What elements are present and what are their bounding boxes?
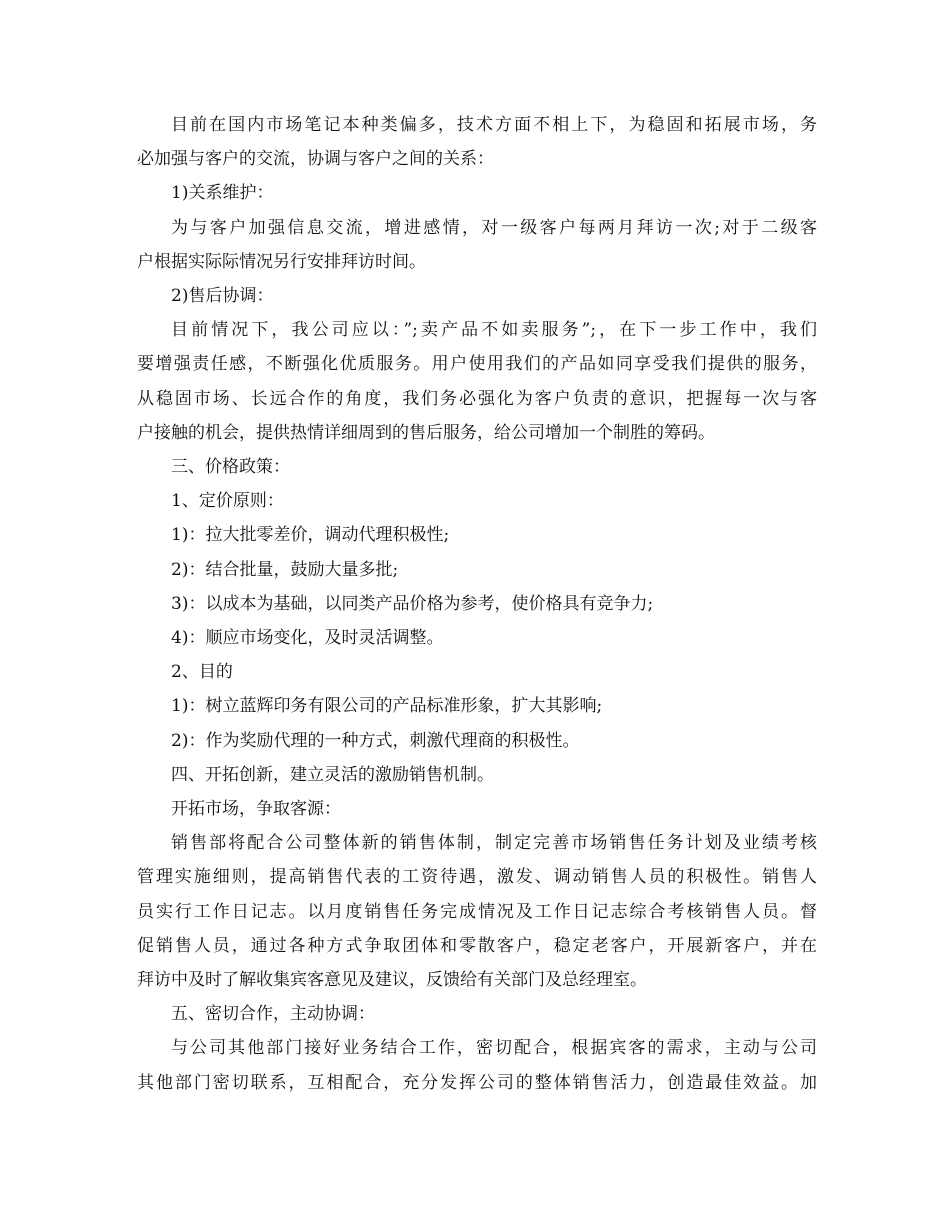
text-line: 从稳固市场、长远合作的角度，我们务必强化为客户负责的意识，把握每一次与客 xyxy=(137,389,817,409)
text-line: 目前情况下，我公司应以：”;卖产品不如卖服务”;，在下一步工作中，我们 xyxy=(171,320,817,340)
text-line: 开拓市场，争取客源： xyxy=(171,799,341,819)
text-line: 销售部将配合公司整体新的销售体制，制定完善市场销售任务计划及业绩考核 xyxy=(171,833,817,853)
text-line: 必加强与客户的交流，协调与客户之间的关系： xyxy=(137,149,494,169)
text-line: 户根据实际际情况另行安排拜访时间。 xyxy=(137,252,426,272)
text-line: 1、定价原则： xyxy=(171,491,284,511)
text-line: 三、价格政策： xyxy=(171,457,290,477)
text-line: 户接触的机会，提供热情详细周到的售后服务，给公司增加一个制胜的筹码。 xyxy=(137,423,715,443)
text-line: 2)：作为奖励代理的一种方式，刺激代理商的积极性。 xyxy=(171,731,580,751)
text-line: 要增强责任感，不断强化优质服务。用户使用我们的产品如同享受我们提供的服务， xyxy=(137,354,817,374)
text-line: 管理实施细则，提高销售代表的工资待遇，激发、调动销售人员的积极性。销售人 xyxy=(137,867,817,887)
text-line: 1)：拉大批零差价，调动代理积极性; xyxy=(171,525,450,545)
text-line: 2)售后协调： xyxy=(171,286,274,306)
text-line: 与公司其他部门接好业务结合工作，密切配合，根据宾客的需求，主动与公司 xyxy=(171,1038,817,1058)
text-line: 为与客户加强信息交流，增进感情，对一级客户每两月拜访一次;对于二级客 xyxy=(171,218,817,238)
text-line: 4)：顺应市场变化，及时灵活调整。 xyxy=(171,628,444,648)
text-line: 五、密切合作，主动协调： xyxy=(171,1004,375,1024)
text-line: 促销售人员，通过各种方式争取团体和零散客户，稳定老客户，开展新客户，并在 xyxy=(137,936,817,956)
text-line: 2)：结合批量，鼓励大量多批; xyxy=(171,560,399,580)
text-line: 目前在国内市场笔记本种类偏多，技术方面不相上下，为稳固和拓展市场，务 xyxy=(171,115,817,135)
text-line: 拜访中及时了解收集宾客意见及建议，反馈给有关部门及总经理室。 xyxy=(137,970,647,990)
text-line: 1)：树立蓝辉印务有限公司的产品标准形象，扩大其影响; xyxy=(171,696,603,716)
text-line: 3)：以成本为基础，以同类产品价格为参考，使价格具有竞争力; xyxy=(171,594,654,614)
text-line: 2、目的 xyxy=(171,662,233,682)
text-line: 其他部门密切联系，互相配合，充分发挥公司的整体销售活力，创造最佳效益。加 xyxy=(137,1073,817,1093)
text-line: 1)关系维护： xyxy=(171,183,274,203)
text-line: 员实行工作日记志。以月度销售任务完成情况及工作日记志综合考核销售人员。督 xyxy=(137,902,817,922)
text-line: 四、开拓创新，建立灵活的激励销售机制。 xyxy=(171,765,494,785)
